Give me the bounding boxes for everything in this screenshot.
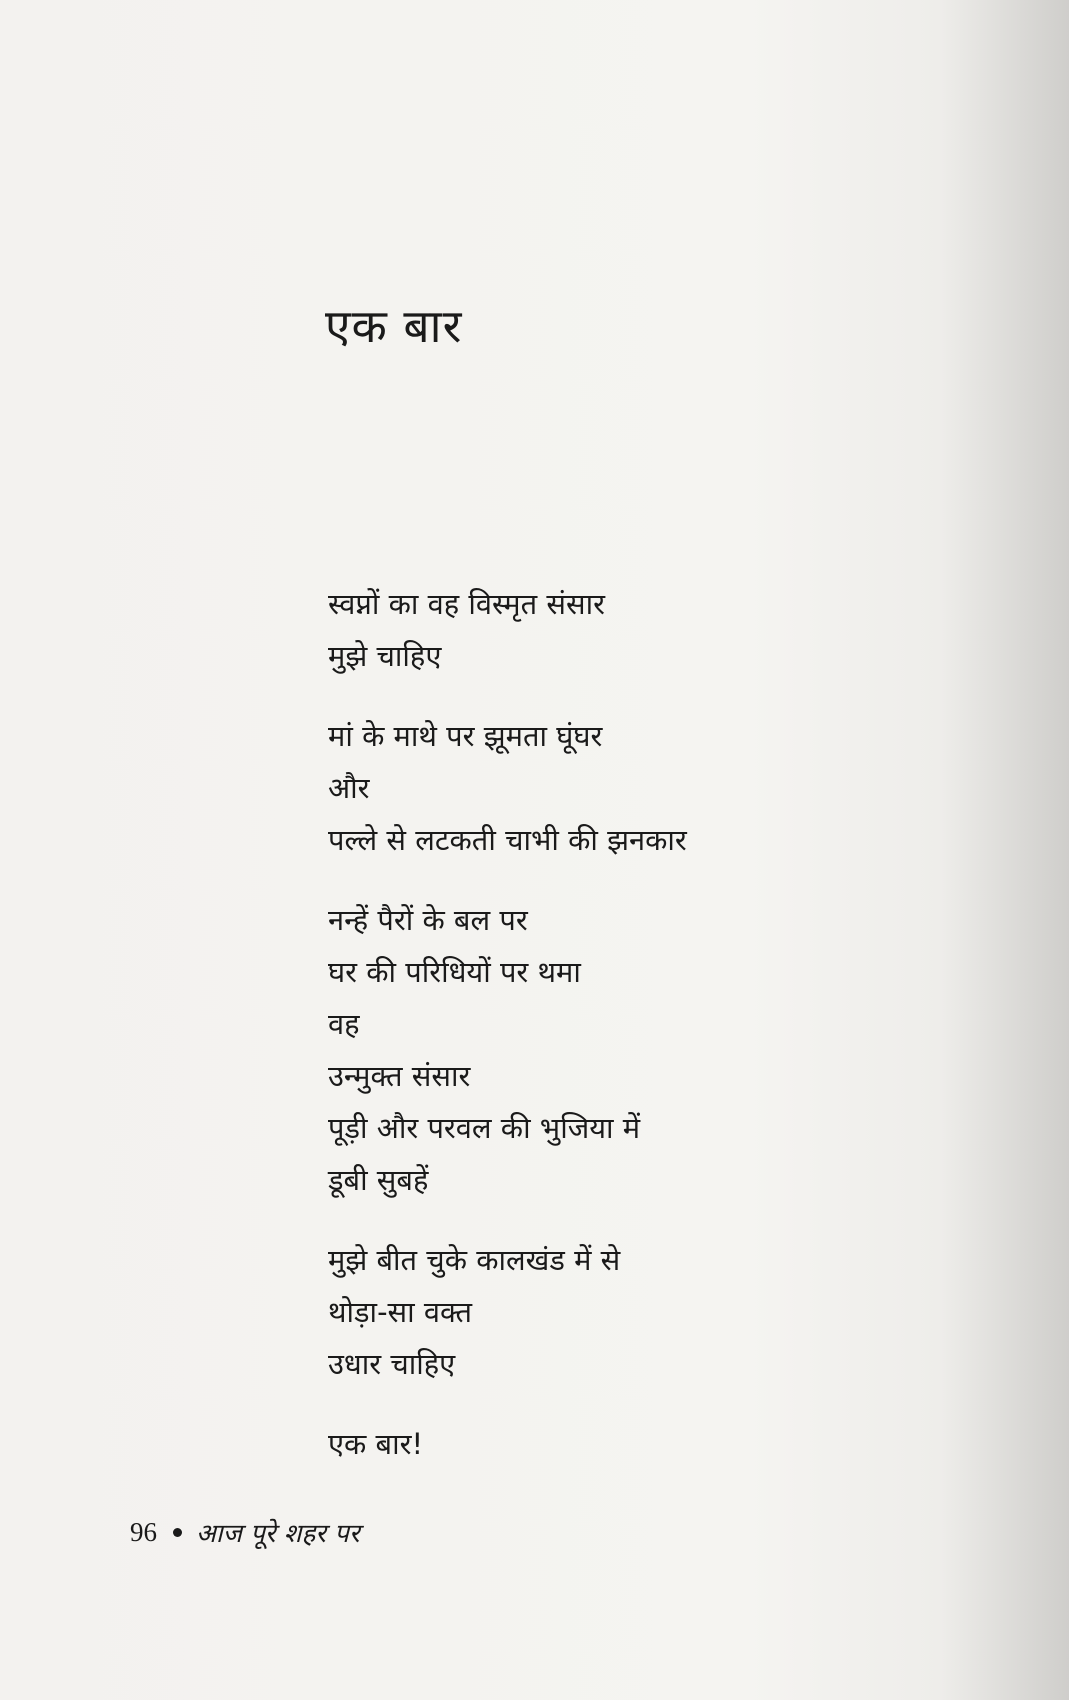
- poem-line: मुझे चाहिए: [328, 639, 442, 673]
- poem-line: थोड़ा-सा वक्त: [328, 1295, 473, 1329]
- poem-body: [328, 578, 848, 1470]
- poem-line: और: [328, 771, 370, 805]
- poem-line: डूबी सुबहें: [328, 1163, 429, 1197]
- poem-line: स्वप्नों का वह विस्मृत संसार: [328, 587, 605, 621]
- poem-line: मुझे बीत चुके कालखंड में से: [328, 1243, 621, 1277]
- poem-line: पल्ले से लटकती चाभी की झनकार: [328, 823, 687, 857]
- running-book-title: आज पूरे शहर पर: [196, 1519, 360, 1549]
- poem-line: उन्मुक्त संसार: [328, 1059, 471, 1093]
- poem-line: उधार चाहिए: [328, 1347, 456, 1381]
- bullet-separator-icon: [173, 1528, 182, 1537]
- poem-line: वह: [328, 1007, 360, 1041]
- poem-line: मां के माथे पर झूमता घूंघर: [328, 719, 603, 753]
- poem-line: पूड़ी और परवल की भुजिया में: [328, 1111, 641, 1145]
- stanza-2: [328, 710, 848, 866]
- stanza-3: [328, 894, 848, 1206]
- page-footer: [130, 1514, 360, 1550]
- stanza-1: [328, 578, 848, 682]
- poem-title: एक बार: [325, 299, 463, 353]
- poem-line: नन्हें पैरों के बल पर: [328, 903, 528, 937]
- stanza-4: [328, 1234, 848, 1390]
- poem-line: एक बार!: [328, 1427, 424, 1461]
- stanza-5: [328, 1418, 848, 1470]
- page-number: 96: [130, 1516, 157, 1547]
- poem-line: घर की परिधियों पर थमा: [328, 955, 581, 989]
